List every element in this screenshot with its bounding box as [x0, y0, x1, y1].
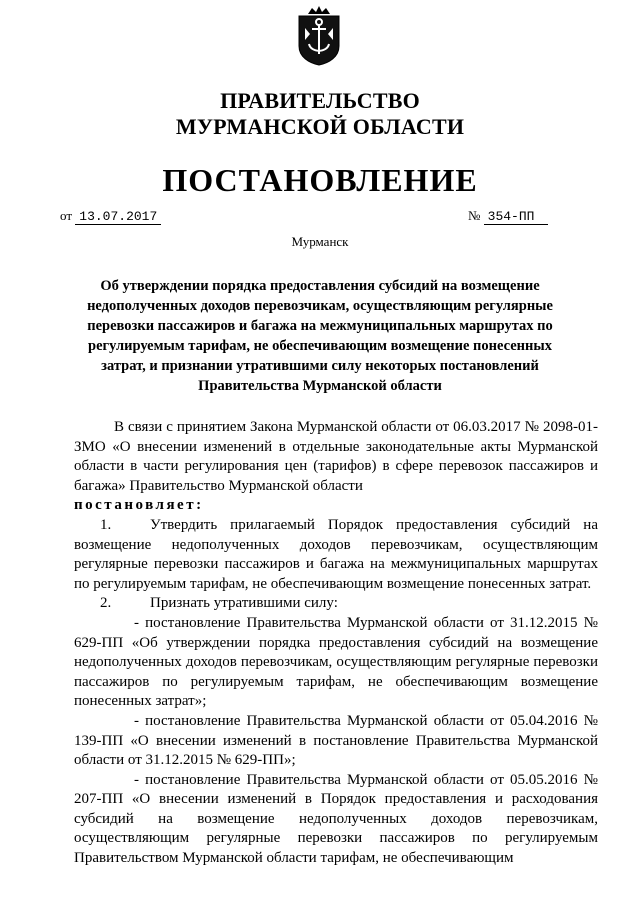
- preamble-paragraph: В связи с принятием Закона Мурманской области от 06.03.2017 № 2098-01-ЗМО «О внесении изменений в отдельные законодательные акты Мурманской области в части регулирования цен (тарифов) в сфере перевозок пассажиров и багажа» Правительство Мурманской области: [74, 419, 598, 494]
- document-title: [84, 276, 556, 396]
- city-label: Мурманск: [291, 234, 349, 249]
- number-line: [468, 208, 548, 225]
- repealed-item-3: - постановление Правительства Мурманской области от 05.05.2016 № 207-ПП «О внесении изменений в Порядок предоставления и расходования субсидий на возмещение недополученных доходов перевозчикам, осуществляющим регулярные перевозки пассажиров по регулируемым Правительством Мурманской области тарифам, не обеспечивающим: [74, 771, 598, 867]
- government-heading: [0, 88, 640, 140]
- title-line: затрат, и признании утратившими силу некоторых постановлений: [101, 358, 539, 374]
- date-prefix: от: [60, 208, 73, 223]
- date-line: [60, 208, 161, 225]
- title-line: недополученных доходов перевозчикам, осуществляющим регулярные: [87, 298, 553, 314]
- title-line: регулируемым тарифам, не обеспечивающим возмещение понесенных: [88, 338, 552, 354]
- number-prefix: №: [468, 208, 481, 223]
- gov-line-1: ПРАВИТЕЛЬСТВО: [220, 88, 420, 113]
- date-value: 13.07.2017: [75, 209, 161, 225]
- repealed-item-2: - постановление Правительства Мурманской области от 05.04.2016 № 139-ПП «О внесении изменений в постановление Правительства Мурманской области от 31.12.2015 № 629-ПП»;: [74, 712, 598, 769]
- number-value: 354-ПП: [484, 209, 548, 225]
- item-2: [74, 594, 598, 614]
- item-1-number: 1.: [100, 516, 112, 533]
- item-1: [74, 516, 598, 594]
- document-type-heading: ПОСТАНОВЛЕНИЕ: [162, 162, 478, 198]
- title-line: перевозки пассажиров и багажа на межмуниципальных маршрутах по: [87, 318, 553, 334]
- title-line: Правительства Мурманской области: [198, 378, 442, 394]
- item-2-number: 2.: [100, 595, 112, 612]
- coat-of-arms-icon: [296, 4, 342, 66]
- repealed-item-1: - постановление Правительства Мурманской области от 31.12.2015 № 629-ПП «Об утверждении порядка предоставления субсидий на возмещение недополученных доходов перевозчикам, осуществляющим регулярные перевозки пассажиров по регулируемым тарифам, не обеспечивающим возмещение понесенных затрат»;: [74, 614, 598, 710]
- document-body: [74, 418, 598, 869]
- item-2-text: Признать утратившими силу:: [150, 595, 338, 612]
- gov-line-2: МУРМАНСКОЙ ОБЛАСТИ: [175, 114, 465, 139]
- item-1-text: Утвердить прилагаемый Порядок предоставления субсидий на возмещение недополученных доходов перевозчикам, осуществляющим регулярные перевозки пассажиров и багажа на межмуниципальных маршрутах по регулируемым тарифам, не обеспечивающим возмещение понесенных затрат.: [74, 516, 598, 592]
- title-line: Об утверждении порядка предоставления субсидий на возмещение: [100, 278, 540, 294]
- resolves-label: постановляет:: [74, 497, 204, 514]
